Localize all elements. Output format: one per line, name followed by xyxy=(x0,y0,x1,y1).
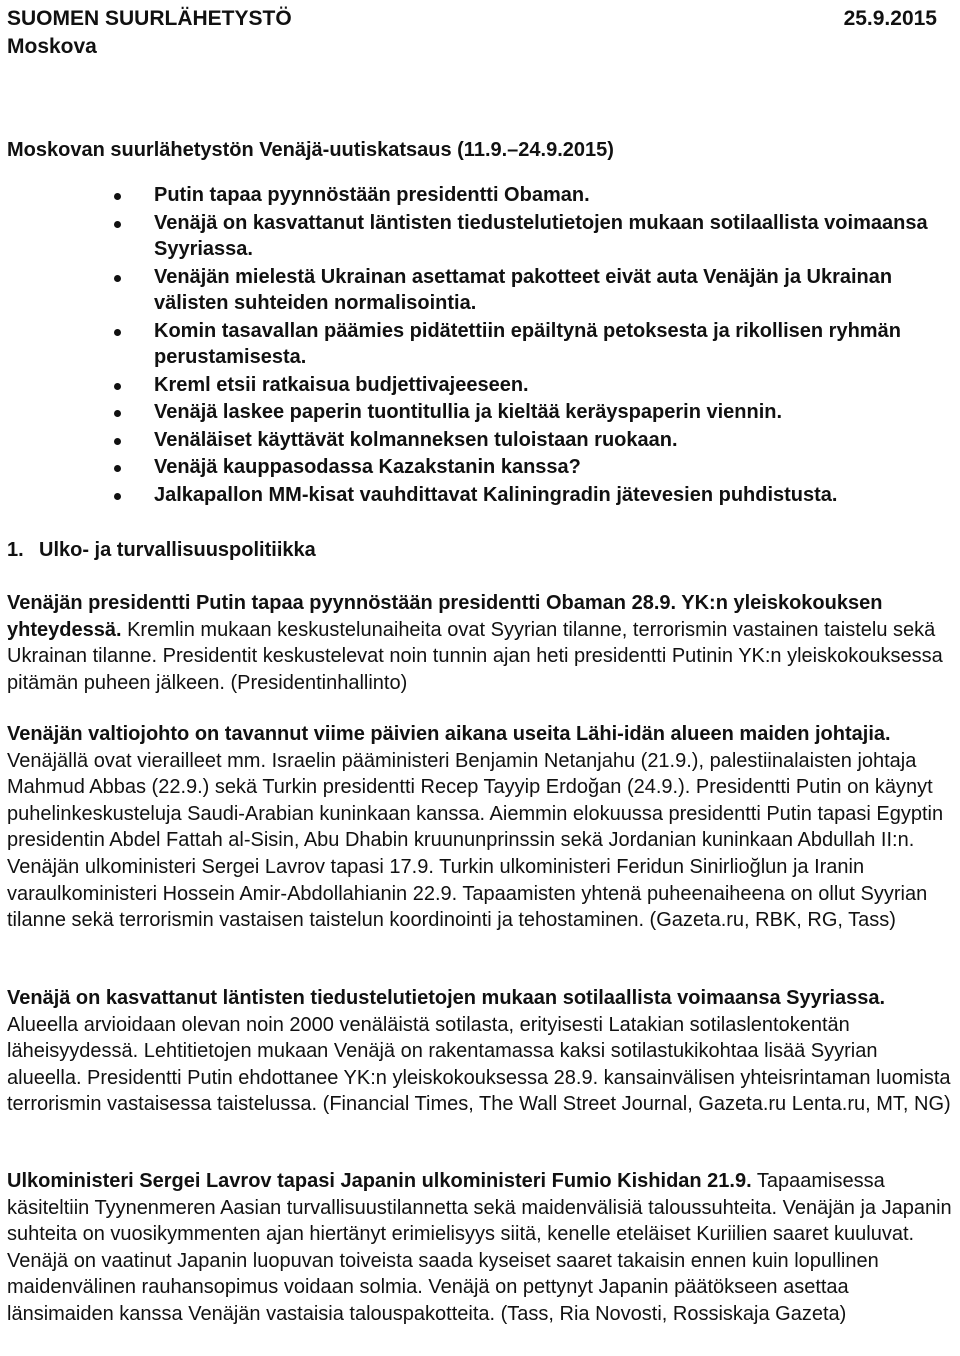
paragraph-body: Alueella arvioidaan olevan noin 2000 venäläistä sotilasta, erityisesti Latakian sotilaslentokentän läheisyydessä. Lehtitietojen mukaan Venäjä on rakentamassa kaksi sotilastukikohtaa lisää Syyrian alueella. Presidentti Putin ehdottanee YK:n yleiskokouksessa 28.9. kansainvälisen yhteisrintaman luomista terrorismin vastaisessa taistelussa. (Financial Times, The Wall Street Journal, Gazeta.ru Lenta.ru, MT, NG) xyxy=(7,1013,951,1116)
article-paragraph xyxy=(7,985,953,1118)
article-paragraph xyxy=(7,1168,953,1328)
document-date: 25.9.2015 xyxy=(843,7,937,30)
paragraph-body: Tapaamisessa käsiteltiin Tyynenmeren Aasian turvallisuustilannetta sekä maidenvälisiä taloussuhteita. Venäjän ja Japanin suhteita on vuosikymmenten ajan hiertänyt erimielisyys siitä, kenelle eteläiset Kuriilien saaret kuuluvat. Venäjä on vaatinut Japanin luopuvan toiveista saada kyseiset saaret takaisin ennen kuin lopullinen maidenvälinen rauhansopimus voidaan solmia. Venäjä on pettynyt Japanin päätökseen asettaa länsimaiden kanssa Venäjän vastaisia talouspakotteita. (Tass, Ria Novosti, Rossiskaja Gazeta) xyxy=(7,1170,952,1325)
bullet-icon xyxy=(114,221,121,228)
bullet-icon xyxy=(114,193,121,200)
letterhead xyxy=(7,5,937,61)
bullet-icon xyxy=(114,383,121,390)
bullet-icon xyxy=(114,493,121,500)
list-item: Venäläiset käyttävät kolmanneksen tuloistaan ruokaan. xyxy=(0,427,960,454)
list-item: Jalkapallon MM-kisat vauhdittavat Kaliningradin jätevesien puhdistusta. xyxy=(0,482,960,509)
article-paragraph xyxy=(7,590,953,696)
org-name: SUOMEN SUURLÄHETYSTÖ xyxy=(7,7,292,30)
list-item: Putin tapaa pyynnöstään presidentti Obaman. xyxy=(0,182,960,209)
list-item: Venäjän mielestä Ukrainan asettamat pakotteet eivät auta Venäjän ja Ukrainan välisten suhteiden normalisointia. xyxy=(0,264,960,317)
list-item: Kreml etsii ratkaisua budjettivajeeseen. xyxy=(0,372,960,399)
bullet-icon xyxy=(114,275,121,282)
paragraph-body: Venäjällä ovat vierailleet mm. Israelin pääministeri Benjamin Netanjahu (21.9.), palestiinalaisten johtaja Mahmud Abbas (22.9.) sekä Turkin presidentti Recep Tayyip Erdoğan (24.9.). Presidentti Putin on käynyt puhelinkeskusteluja Saudi-Arabian kuninkaan kanssa. Aiemmin elokuussa presidentti Putin tapasi Egyptin presidentin Abdel Fattah al-Sisin, Abu Dhabin kruununprinssin sekä Jordanian kuninkaan Abdullah II:n. Venäjän ulkoministeri Sergei Lavrov tapasi 17.9. Turkin ulkoministeri Feridun Sinirlioğlun ja Iranin varaulkoministeri Hossein Amir-Abdollahianin 22.9. Tapaamisten yhtenä puheenaiheena on ollut Syyrian tilanne sekä terrorismin vastaisen taistelun koordinointi ja tehostaminen. (Gazeta.ru, RBK, RG, Tass) xyxy=(7,749,944,932)
paragraph-lead: Venäjän presidentti Putin tapaa pyynnöstään presidentti Obaman 28.9. YK:n yleiskokouksen yhteydessä. xyxy=(7,592,883,641)
section-heading xyxy=(7,537,316,563)
list-item: Venäjä laskee paperin tuontitullia ja kieltää keräyspaperin viennin. xyxy=(0,399,960,426)
bullet-icon xyxy=(114,410,121,417)
paragraph-lead: Venäjä on kasvattanut läntisten tiedustelutietojen mukaan sotilaallista voimaansa Syyriassa. xyxy=(7,987,886,1009)
article-paragraph xyxy=(7,721,953,934)
paragraph-lead: Venäjän valtiojohto on tavannut viime päivien aikana useita Lähi-idän alueen maiden johtajia. xyxy=(7,723,891,745)
bullet-icon xyxy=(114,438,121,445)
document-title: Moskovan suurlähetystön Venäjä-uutiskatsaus (11.9.–24.9.2015) xyxy=(7,139,614,161)
paragraph-body: Kremlin mukaan keskustelunaiheita ovat Syyrian tilanne, terrorismin vastainen taistelu sekä Ukrainan tilanne. Presidentit keskustelevat noin tunnin ajan heti presidentti Putinin YK:n yleiskokouksessa pitämän puheen jälkeen. (Presidentinhallinto) xyxy=(7,618,943,694)
summary-list xyxy=(0,182,960,509)
list-item: Komin tasavallan päämies pidätettiin epäiltynä petoksesta ja rikollisen ryhmän perustamisesta. xyxy=(0,318,960,371)
bullet-icon xyxy=(114,465,121,472)
paragraph-lead: Ulkoministeri Sergei Lavrov tapasi Japanin ulkoministeri Fumio Kishidan 21.9. xyxy=(7,1170,752,1192)
list-item: Venäjä kauppasodassa Kazakstanin kanssa? xyxy=(0,454,960,481)
list-item: Venäjä on kasvattanut läntisten tiedustelutietojen mukaan sotilaallista voimaansa Syyriassa. xyxy=(0,210,960,263)
bullet-icon xyxy=(114,329,121,336)
city-name: Moskova xyxy=(7,35,97,58)
section-number: 1. xyxy=(7,539,24,561)
section-title: Ulko- ja turvallisuuspolitiikka xyxy=(39,539,316,561)
